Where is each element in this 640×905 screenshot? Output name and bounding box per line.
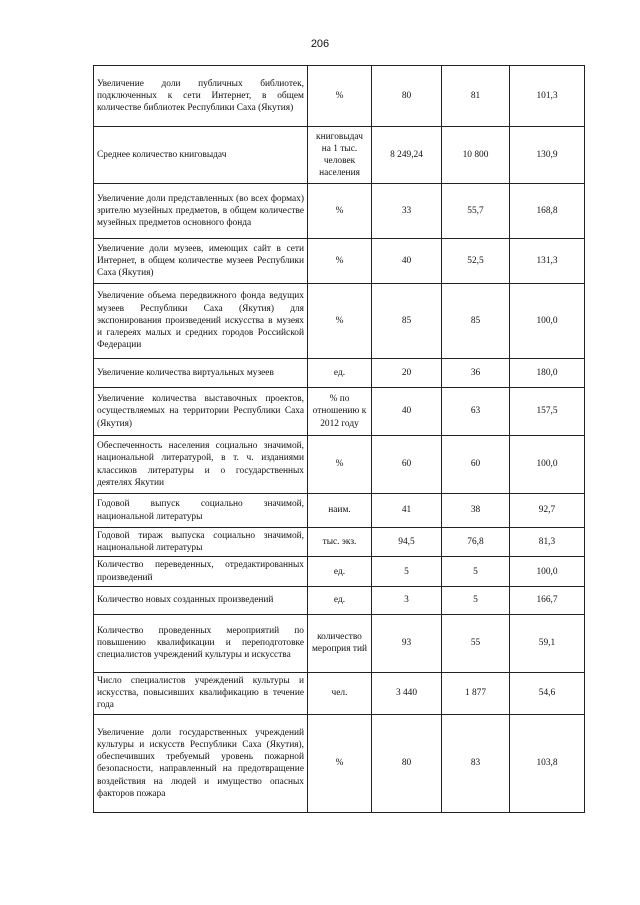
unit-cell: ед. [308,557,372,586]
unit-cell: книговыдач на 1 тыс. человек населения [308,127,372,184]
indicator-name-cell: Увеличение объема передвижного фонда ведущих музеев Республики Саха (Якутия) для экспонирования произведений искусства в музеях и галереях малых и средних городов Российской Федерации [94,284,308,359]
percent-value-cell: 166,7 [510,586,585,614]
actual-value-cell: 55 [442,614,510,672]
percent-value-cell: 101,3 [510,66,585,127]
actual-value-cell: 63 [442,388,510,436]
plan-value-cell: 85 [372,284,442,359]
percent-value-cell: 157,5 [510,388,585,436]
indicator-name-cell: Среднее количество книговыдач [94,127,308,184]
percent-value-cell: 168,8 [510,184,585,239]
unit-cell: % [308,714,372,812]
indicator-name-cell: Число специалистов учреждений культуры и искусства, повысивших квалификацию в течение года [94,672,308,714]
indicator-name-cell: Количество новых созданных произведений [94,586,308,614]
table-row [94,614,585,672]
plan-value-cell: 41 [372,494,442,528]
unit-cell: % [308,239,372,284]
table-row [94,127,585,184]
percent-value-cell: 100,0 [510,284,585,359]
actual-value-cell: 83 [442,714,510,812]
indicator-name-cell: Годовой выпуск социально значимой, национальной литературы [94,494,308,528]
actual-value-cell: 85 [442,284,510,359]
table-row [94,494,585,528]
table-row [94,284,585,359]
unit-cell: % [308,66,372,127]
plan-value-cell: 20 [372,359,442,388]
unit-cell: % [308,436,372,494]
unit-cell: % по отношению к 2012 году [308,388,372,436]
percent-value-cell: 100,0 [510,557,585,586]
unit-cell: тыс. экз. [308,528,372,557]
indicator-name-cell: Годовой тираж выпуска социально значимой, национальной литературы [94,528,308,557]
percent-value-cell: 180,0 [510,359,585,388]
table-row [94,586,585,614]
percent-value-cell: 103,8 [510,714,585,812]
indicators-table [93,65,585,813]
percent-value-cell: 130,9 [510,127,585,184]
plan-value-cell: 93 [372,614,442,672]
percent-value-cell: 54,6 [510,672,585,714]
unit-cell: количество мероприя тий [308,614,372,672]
table-row [94,436,585,494]
actual-value-cell: 5 [442,586,510,614]
unit-cell: % [308,284,372,359]
table-row [94,714,585,812]
percent-value-cell: 59,1 [510,614,585,672]
plan-value-cell: 40 [372,388,442,436]
plan-value-cell: 80 [372,714,442,812]
indicator-name-cell: Увеличение доли музеев, имеющих сайт в сети Интернет, в общем количестве музеев Республики Саха (Якутия) [94,239,308,284]
actual-value-cell: 36 [442,359,510,388]
table-row [94,528,585,557]
indicator-name-cell: Увеличение количества виртуальных музеев [94,359,308,388]
percent-value-cell: 81,3 [510,528,585,557]
plan-value-cell: 94,5 [372,528,442,557]
indicator-name-cell: Увеличение количества выставочных проектов, осуществляемых на территории Республики Саха (Якутия) [94,388,308,436]
percent-value-cell: 92,7 [510,494,585,528]
unit-cell: наим. [308,494,372,528]
page-number: 206 [310,38,330,50]
percent-value-cell: 100,0 [510,436,585,494]
unit-cell: чел. [308,672,372,714]
plan-value-cell: 3 [372,586,442,614]
actual-value-cell: 5 [442,557,510,586]
indicator-name-cell: Количество переведенных, отредактированных произведений [94,557,308,586]
table-row [94,359,585,388]
table-body [94,66,585,813]
table-row [94,239,585,284]
actual-value-cell: 52,5 [442,239,510,284]
table-row [94,388,585,436]
indicator-name-cell: Увеличение доли государственных учреждений культуры и искусств Республики Саха (Якутия), обеспечивших требуемый уровень пожарной безопасности, направленный на предотвращение воздействия на людей и имущество опасных факторов пожара [94,714,308,812]
indicator-name-cell: Обеспеченность населения социально значимой, национальной литературой, в т. ч. изданиями классиков литературы и о государственных деятелях Якутии [94,436,308,494]
actual-value-cell: 10 800 [442,127,510,184]
actual-value-cell: 38 [442,494,510,528]
indicator-name-cell: Количество проведенных мероприятий по повышению квалификации и переподготовке специалистов учреждений культуры и искусства [94,614,308,672]
actual-value-cell: 60 [442,436,510,494]
unit-cell: ед. [308,359,372,388]
unit-cell: ед. [308,586,372,614]
percent-value-cell: 131,3 [510,239,585,284]
plan-value-cell: 8 249,24 [372,127,442,184]
actual-value-cell: 76,8 [442,528,510,557]
table-row [94,557,585,586]
plan-value-cell: 80 [372,66,442,127]
plan-value-cell: 5 [372,557,442,586]
unit-cell: % [308,184,372,239]
plan-value-cell: 60 [372,436,442,494]
actual-value-cell: 1 877 [442,672,510,714]
table-row [94,184,585,239]
plan-value-cell: 33 [372,184,442,239]
plan-value-cell: 40 [372,239,442,284]
indicator-name-cell: Увеличение доли представленных (во всех формах) зрителю музейных предметов, в общем количестве музейных предметов основного фонда [94,184,308,239]
table-row [94,66,585,127]
table-row [94,672,585,714]
actual-value-cell: 55,7 [442,184,510,239]
plan-value-cell: 3 440 [372,672,442,714]
indicator-name-cell: Увеличение доли публичных библиотек, подключенных к сети Интернет, в общем количестве библиотек Республики Саха (Якутия) [94,66,308,127]
actual-value-cell: 81 [442,66,510,127]
